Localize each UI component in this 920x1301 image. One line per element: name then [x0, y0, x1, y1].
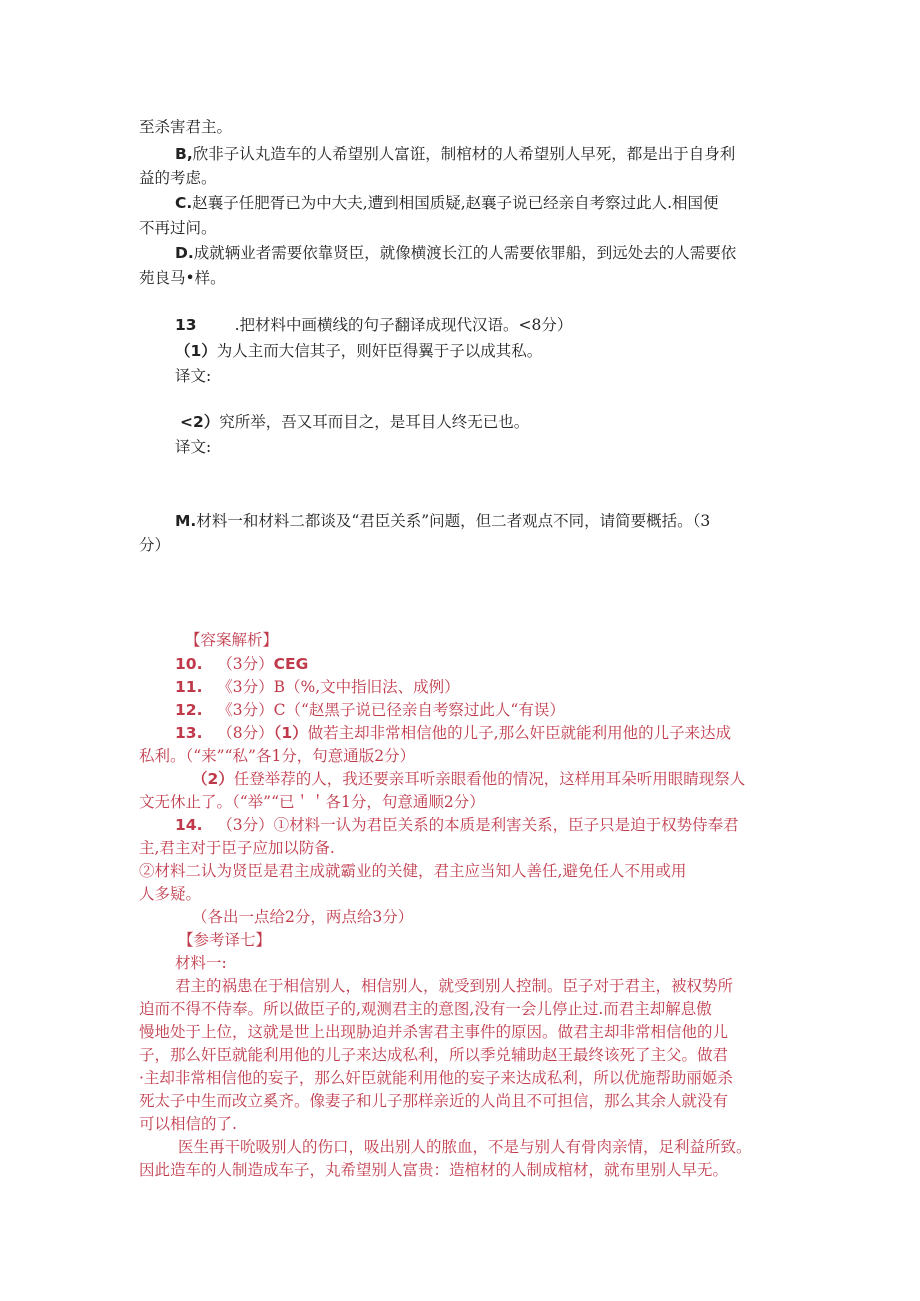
answer-11-num: 11. — [175, 678, 203, 696]
q13-item2-text: 究所举，吾又耳而目之，是耳目人终无已也。 — [219, 413, 530, 431]
answer-14-note: （各出一点给2分，两点给3分） — [192, 908, 414, 926]
answer-13-score: （8分） — [217, 724, 274, 742]
material1-line: 可以相信的了. — [139, 1115, 237, 1133]
answer-10-text: CEG — [273, 655, 309, 673]
answer-14-p1 — [175, 815, 789, 835]
q12-tail-line: 至杀害君主。 — [139, 118, 233, 136]
answer-14-score: （3分） — [217, 816, 274, 834]
material1-line: ·主却非常相信他的妄子，那么奸臣就能利用他的妄子来达成私利，所以优施帮助丽姬杀 — [139, 1069, 733, 1087]
answer-11-text: B（%,文中指旧法、成例） — [273, 678, 460, 696]
q13-item2 — [180, 412, 777, 432]
option-b-text: 欣非子认丸造车的人希望别人富诳，制棺材的人希望别人早死，都是出于自身利 — [192, 145, 736, 163]
answer-13-p1-cont: 私利。（“来”“私”各1分，句意通版2分） — [139, 747, 416, 765]
answer-10-num: 10. — [175, 655, 203, 673]
q13-prompt-text: .把材料中画横线的句子翻译成现代汉语。<8分） — [234, 316, 573, 334]
q14-text: 材料一和材料二都谈及“君臣关系”问题，但二者观点不同，请简要概括。（3 — [196, 512, 711, 530]
q12-option-c — [175, 193, 789, 213]
option-d-text: 成就辆业者需要依靠贤臣，就像横渡长江的人需要依罪船，到远处去的人需要依 — [193, 244, 737, 262]
answer-14-p2-cont: 人多疑。 — [139, 885, 202, 903]
answer-10-score: （3分） — [217, 655, 274, 673]
answer-13-p2-label: （2） — [192, 770, 234, 788]
q14-prompt — [175, 511, 789, 531]
answer-13-p1-text: 做若主却非常相信他的儿子,那么奸臣就能利用他的儿子来达成 — [307, 724, 732, 742]
answer-13-p2-cont: 文无休止了。（“举”“已＇＇各1分，句意通顺2分） — [139, 793, 485, 811]
option-d-label: D. — [175, 244, 194, 262]
q14-prompt-cont: 分） — [139, 536, 171, 554]
answer-11-score: 《3分） — [217, 678, 274, 696]
answer-13-num: 13. — [175, 724, 203, 742]
option-c-text: 赵襄子任肥胥已为中大夫,遭到相国质疑,赵襄子说已经亲自考察过此人.相国便 — [192, 194, 719, 212]
answer-14-p1-cont: 主,君主对于臣子应加以防备. — [139, 839, 335, 857]
q12-option-d-cont: 苑良马•样。 — [139, 269, 226, 287]
answer-13-p1 — [175, 723, 789, 743]
answer-11 — [175, 677, 789, 697]
material1-line: 子，那么奸臣就能利用他的儿子来达成私利，所以季兑辅助赵王最终该死了主父。做君 — [139, 1046, 729, 1064]
q13-item1 — [175, 341, 789, 361]
q13-translation-2: 译文: — [175, 438, 212, 456]
q14-label: M. — [175, 512, 197, 530]
q12-option-d — [175, 243, 789, 263]
option-c-label: C. — [175, 194, 193, 212]
material1-p2-line: 医生再干吮吸别人的伤口，吸出别人的脓血，不是与别人有骨肉亲情，足利益所致。 — [178, 1138, 752, 1156]
answer-14-p1-text: ①材料一认为君臣关系的本质是利害关系，臣子只是迫于权势侍奉君 — [273, 816, 739, 834]
q13-item1-label: （1） — [175, 342, 217, 360]
q12-option-c-cont: 不再过问。 — [139, 219, 217, 237]
q12-option-b-cont: 益的考虑。 — [139, 169, 217, 187]
q13-item1-text: 为人主而大信其子，则奸臣得翼于子以成其私。 — [216, 342, 543, 360]
answer-14-num: 14. — [175, 816, 203, 834]
answer-12 — [175, 700, 789, 720]
q13-number: 13 — [175, 316, 197, 334]
answers-header: 【容案解析】 — [185, 631, 279, 649]
reference-header: 【参考译七】 — [178, 931, 272, 949]
answer-13-p1-label: （1） — [273, 724, 308, 742]
answer-14-p2: ②材料二认为贤臣是君主成就霸业的关健，君主应当知人善任,避免任人不用或用 — [139, 862, 687, 880]
option-b-label: B, — [175, 145, 193, 163]
material1-line: 慢地处于上位，这就是世上出现胁迫并杀害君主事件的原因。做君主却非常相信他的儿 — [139, 1023, 729, 1041]
q13-translation-1: 译文: — [175, 367, 212, 385]
answer-10 — [175, 654, 789, 674]
answer-12-num: 12. — [175, 701, 203, 719]
q13-prompt — [175, 315, 789, 335]
answer-12-score: 《3分） — [217, 701, 274, 719]
answer-12-text: C（“赵黑子说已径亲自考察过此人“有误） — [273, 701, 565, 719]
q13-item2-label: <2） — [180, 413, 220, 431]
material1-line: 迫而不得不侍奉。所以做臣子的,观测君主的意图,没有一会儿停止过.而君主却解息傲 — [139, 1000, 712, 1018]
material1-line: 君主的祸患在于相信别人，相信别人，就受到别人控制。臣子对于君主，被权势所 — [175, 977, 734, 995]
material1-label: 材料一: — [175, 954, 227, 972]
material1-line: 死太子中生而改立奚齐。像妻子和儿子那样亲近的人尚且不可担信，那么其余人就没有 — [139, 1092, 729, 1110]
answer-13-p2-text: 任登举荐的人，我还要亲耳听亲眼看他的情况，这样用耳朵听用眼睛现祭人 — [233, 770, 746, 788]
answer-13-p2 — [192, 769, 789, 789]
q12-option-b — [175, 144, 789, 164]
material1-p2-line: 因此造车的人制造成车子，丸希望别人富贵：造棺材的人制成棺材，就布里别人早无。 — [139, 1161, 729, 1179]
